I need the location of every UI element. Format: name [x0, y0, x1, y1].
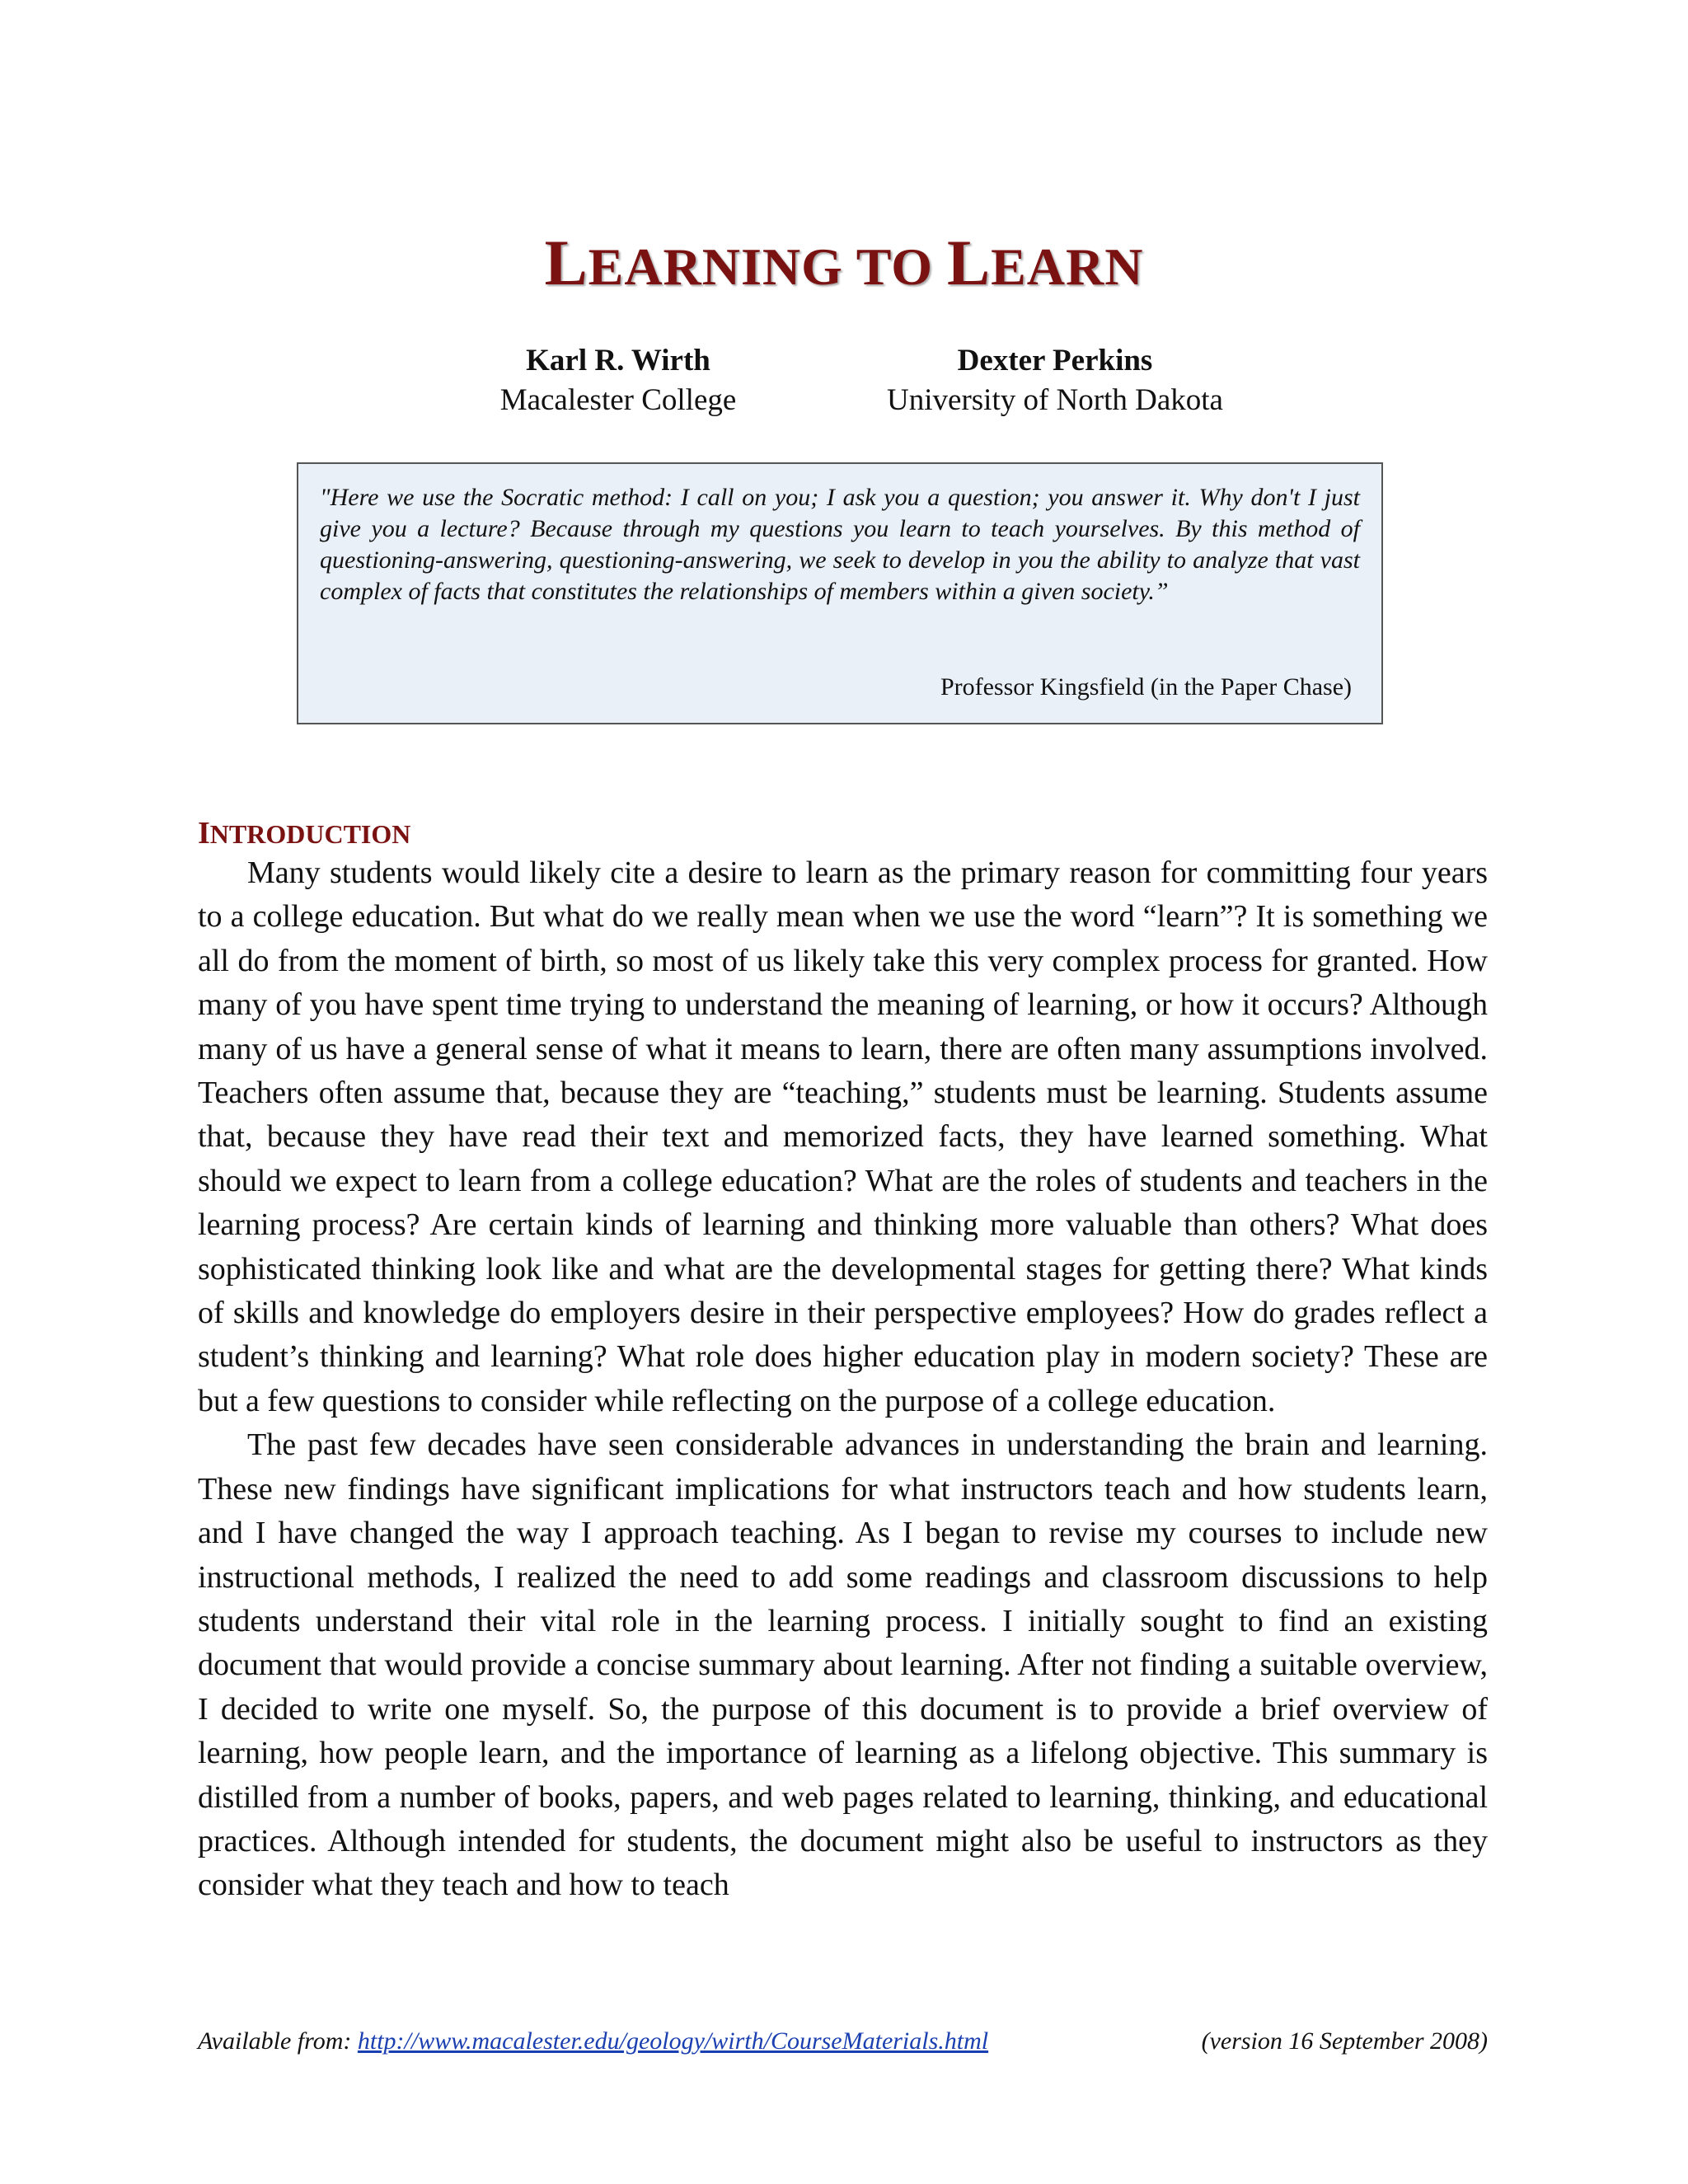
page-footer: [198, 2023, 1488, 2060]
version-note: (version 16 September 2008): [1201, 2027, 1488, 2055]
author-name: Dexter Perkins: [957, 344, 1153, 377]
section-heading: [198, 816, 1488, 851]
epigraph-box: [297, 462, 1383, 724]
author-name: Karl R. Wirth: [526, 344, 710, 377]
footer-label: Available from:: [198, 2027, 352, 2055]
body-paragraph: Many students would likely cite a desire to learn as the primary reason for committing four years to a college education. But what do we really mean when we use the word “learn”? It is something we all do from the moment of birth, so most of us likely take this very complex process for granted. How many of you have spent time trying to understand the meaning of learning, or how it occurs? Although many of us have a general sense of what it means to learn, there are often many assumptions involved. Teachers often assume that, because they are “teaching,” students must be learning. Students assume that, because they have read their text and memorized facts, they have learned something. What should we expect to learn from a college education? What are the roles of students and teachers in the learning process? Are certain kinds of learning and thinking more valuable than others? What does sophisticated thinking look like and what are the developmental stages for getting there? What kinds of skills and knowledge do employers desire in their perspective employees? How do grades reflect a student’s thinking and learning? What role does higher education play in modern society? These are but a few questions to consider while reflecting on the purpose of a college education.: [198, 855, 1488, 1418]
source-link[interactable]: http://www.macalester.edu/geology/wirth/CourseMaterials.html: [357, 2027, 989, 2055]
epigraph-attribution: Professor Kingsfield (in the Paper Chase): [940, 673, 1352, 701]
title-initial-2: L: [947, 227, 992, 298]
epigraph-text: "Here we use the Socratic method: I call on you; I ask you a question; you answer it. Why don't I just give you a lecture? Because through my questions you learn to teach yourselves. By this method of questioning-answering, questioning-answering, we seek to develop in you the ability to analyze that vast complex of facts that constitutes the relationships of members within a given society.”: [320, 484, 1360, 605]
author-1: [445, 341, 791, 420]
introduction-section: [198, 816, 1488, 1908]
title-rest-2: EARN: [991, 237, 1144, 296]
author-affiliation: University of North Dakota: [887, 383, 1223, 417]
title-rest-1: EARNING TO: [588, 237, 948, 296]
author-block: [445, 341, 1269, 432]
body-paragraph: The past few decades have seen considerable advances in understanding the brain and learning. These new findings have significant implications for what instructors teach and how students learn, and I have changed the way I approach teaching. As I began to revise my courses to include new instructional methods, I realized the need to add some readings and classroom discussions to help students understand their vital role in the learning process. I initially sought to find an existing document that would provide a concise summary about learning. After not finding a suitable overview, I decided to write one myself. So, the purpose of this document is to provide a brief overview of learning, how people learn, and the importance of learning as a lifelong objective. This summary is distilled from a number of books, papers, and web pages related to learning, thinking, and educational practices. Although intended for students, the document might also be useful to instructors as they consider what they teach and how to teach: [198, 1427, 1488, 1903]
title-initial-1: L: [544, 227, 588, 298]
author-affiliation: Macalester College: [499, 383, 737, 417]
heading-rest: NTRODUCTION: [209, 819, 411, 849]
heading-initial: I: [198, 816, 210, 851]
author-2: [841, 341, 1269, 420]
document-title: [0, 227, 1688, 298]
